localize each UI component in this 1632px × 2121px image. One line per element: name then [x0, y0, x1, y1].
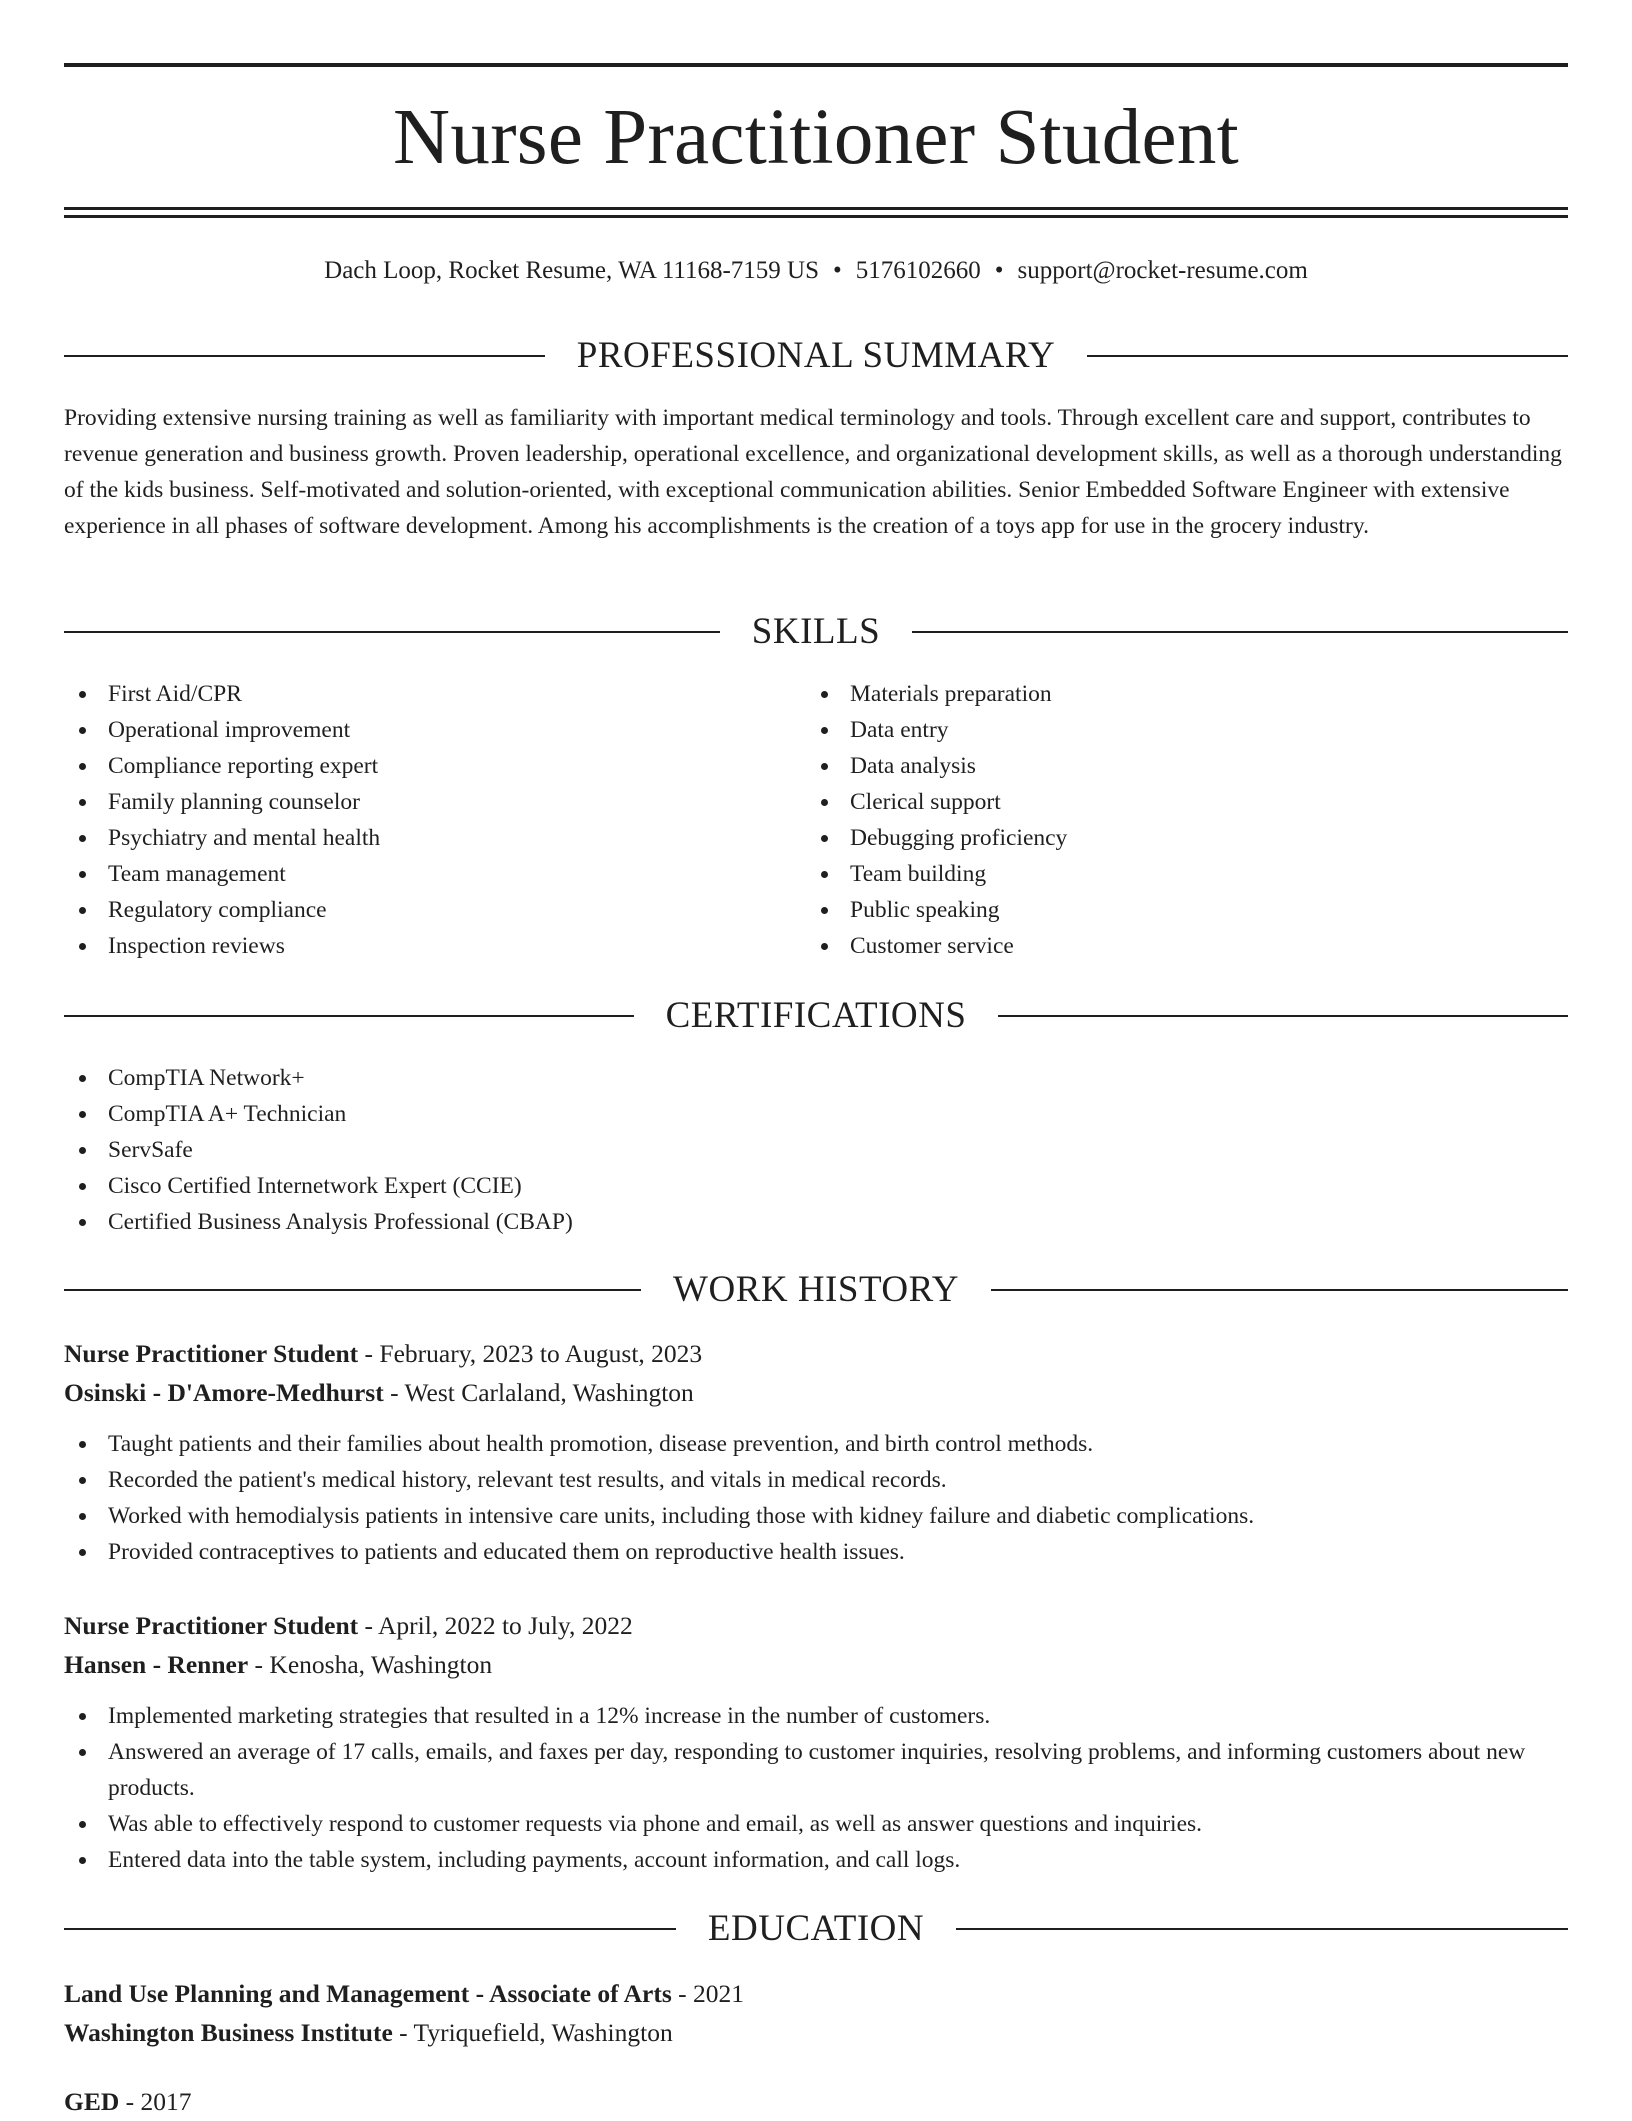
education-school: Washington Business Institute — [64, 2018, 393, 2047]
title-double-rule — [64, 207, 1568, 218]
job-location: - West Carlaland, Washington — [383, 1378, 694, 1407]
job-title: Nurse Practitioner Student — [64, 1611, 359, 1640]
skill-item: Team management — [64, 856, 804, 892]
heading-rule — [64, 1928, 676, 1930]
skills-right-column — [806, 676, 1566, 964]
summary-heading — [64, 334, 1568, 378]
education-heading — [64, 1907, 1568, 1951]
education-year: - 2017 — [119, 2087, 192, 2116]
heading-rule — [956, 1928, 1568, 1930]
skill-item: Data analysis — [806, 748, 1566, 784]
skill-item: Inspection reviews — [64, 928, 804, 964]
skills-list-left — [64, 676, 804, 964]
contact-separator: • — [833, 257, 842, 284]
certifications-list — [64, 1060, 1568, 1240]
contact-address: Dach Loop, Rocket Resume, WA 11168-7159 US — [324, 257, 820, 284]
skill-item: Debugging proficiency — [806, 820, 1566, 856]
skill-item: Team building — [806, 856, 1566, 892]
heading-rule — [64, 631, 720, 633]
education-location: - Tyriquefield, Washington — [392, 2018, 673, 2047]
education-year: - 2021 — [671, 1979, 745, 2008]
heading-rule — [998, 1015, 1568, 1017]
skill-item: Data entry — [806, 712, 1566, 748]
top-rule — [64, 63, 1568, 67]
certification-item: ServSafe — [64, 1132, 1568, 1168]
skill-item: Clerical support — [806, 784, 1566, 820]
certifications-block — [64, 1060, 1568, 1240]
education-entry — [64, 1974, 1568, 2052]
certifications-heading — [64, 994, 1568, 1038]
skill-item: Family planning counselor — [64, 784, 804, 820]
job-bullet: Worked with hemodialysis patients in intensive care units, including those with kidney failure and diabetic complications. — [64, 1498, 1568, 1534]
certification-item: CompTIA A+ Technician — [64, 1096, 1568, 1132]
job-company: Hansen - Renner — [64, 1650, 249, 1679]
job-title-line — [64, 1334, 1568, 1373]
job-bullet: Implemented marketing strategies that resulted in a 12% increase in the number of customers. — [64, 1698, 1568, 1734]
job-bullet: Taught patients and their families about health promotion, disease prevention, and birth control methods. — [64, 1426, 1568, 1462]
job-location: - Kenosha, Washington — [248, 1650, 493, 1679]
job-bullet: Recorded the patient's medical history, relevant test results, and vitals in medical records. — [64, 1462, 1568, 1498]
heading-rule — [64, 355, 545, 357]
education-entry — [64, 2082, 1568, 2121]
summary-heading-label: PROFESSIONAL SUMMARY — [576, 335, 1056, 376]
heading-rule — [991, 1289, 1568, 1291]
certifications-heading-label: CERTIFICATIONS — [665, 995, 967, 1036]
education-school-line — [64, 2013, 1568, 2052]
education-degree: GED — [64, 2087, 120, 2116]
contact-email[interactable]: support@rocket-resume.com — [1017, 257, 1308, 284]
contact-line — [64, 254, 1568, 288]
skills-list-right — [806, 676, 1566, 964]
skill-item: Psychiatry and mental health — [64, 820, 804, 856]
contact-phone[interactable]: 5176102660 — [855, 257, 981, 284]
job-title: Nurse Practitioner Student — [64, 1339, 359, 1368]
job-company-line — [64, 1645, 1568, 1684]
work-history-heading — [64, 1268, 1568, 1312]
job-company: Osinski - D'Amore-Medhurst — [64, 1378, 384, 1407]
job-company-line — [64, 1373, 1568, 1412]
job-dates: - February, 2023 to August, 2023 — [358, 1339, 703, 1368]
job-entry — [64, 1334, 1568, 1570]
skills-heading — [64, 610, 1568, 654]
skill-item: First Aid/CPR — [64, 676, 804, 712]
job-bullet: Provided contraceptives to patients and educated them on reproductive health issues. — [64, 1534, 1568, 1570]
heading-rule — [64, 1289, 641, 1291]
skill-item: Operational improvement — [64, 712, 804, 748]
education-degree-line — [64, 2082, 1568, 2121]
certification-item: Certified Business Analysis Professional (CBAP) — [64, 1204, 1568, 1240]
certification-item: CompTIA Network+ — [64, 1060, 1568, 1096]
skill-item: Public speaking — [806, 892, 1566, 928]
work-history-heading-label: WORK HISTORY — [673, 1269, 959, 1310]
skills-heading-label: SKILLS — [751, 611, 881, 652]
job-bullets — [64, 1426, 1568, 1570]
heading-rule — [912, 631, 1568, 633]
job-bullet: Entered data into the table system, including payments, account information, and call logs. — [64, 1842, 1568, 1878]
job-bullets — [64, 1698, 1568, 1878]
contact-separator: • — [994, 257, 1004, 284]
job-title-line — [64, 1606, 1568, 1645]
certification-item: Cisco Certified Internetwork Expert (CCIE) — [64, 1168, 1568, 1204]
job-bullet: Was able to effectively respond to customer requests via phone and email, as well as answer questions and inquiries. — [64, 1806, 1568, 1842]
education-degree: Land Use Planning and Management - Associate of Arts — [64, 1979, 672, 2008]
job-bullet: Answered an average of 17 calls, emails, and faxes per day, responding to customer inquiries, resolving problems, and informing customers about new products. — [64, 1734, 1568, 1806]
job-dates: - April, 2022 to July, 2022 — [358, 1611, 633, 1640]
heading-rule — [1087, 355, 1568, 357]
skill-item: Materials preparation — [806, 676, 1566, 712]
education-heading-label: EDUCATION — [707, 1908, 925, 1949]
skill-item: Compliance reporting expert — [64, 748, 804, 784]
heading-rule — [64, 1015, 634, 1017]
skill-item: Customer service — [806, 928, 1566, 964]
job-entry — [64, 1606, 1568, 1878]
summary-text: Providing extensive nursing training as well as familiarity with important medical terminology and tools. Through excellent care and support, contributes to revenue generation and business growth. Proven leadership, operational excellence, and organizational development skills, as well as a thorough understanding of the kids business. Self-motivated and solution-oriented, with exceptional communication abilities. Senior Embedded Software Engineer with extensive experience in all phases of software development. Among his accomplishments is the creation of a toys app for use in the grocery industry. — [64, 405, 1562, 539]
skills-left-column — [64, 676, 804, 964]
education-degree-line — [64, 1974, 1568, 2013]
resume-title: Nurse Practitioner Student — [393, 94, 1239, 181]
skill-item: Regulatory compliance — [64, 892, 804, 928]
